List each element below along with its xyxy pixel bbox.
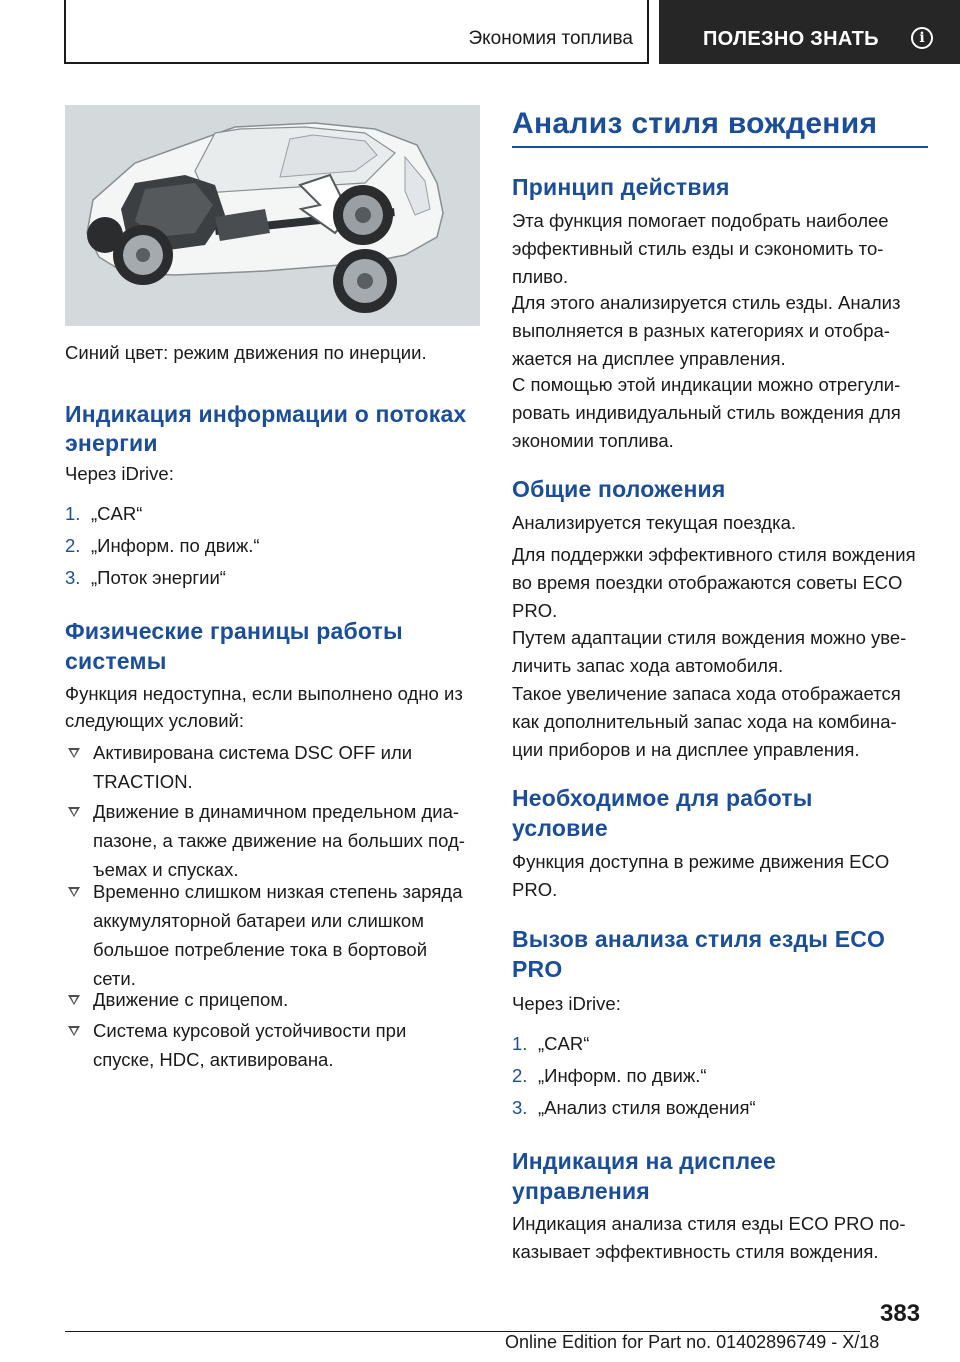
title-underline <box>512 146 928 148</box>
display-heading-line1: Индикация на дисплее <box>512 1148 776 1174</box>
call-analysis-heading-line2: PRO <box>512 956 563 982</box>
step-text: „CAR“ <box>91 503 143 524</box>
general-paragraph-2: Для поддержки эффективного стиля вождения во время поездки отображаются советы ECO PRO. <box>512 544 916 621</box>
limits-heading-line2: системы <box>65 648 167 674</box>
requirement-heading-line1: Необходимое для работы <box>512 785 813 811</box>
principle-heading: Принцип действия <box>512 174 730 200</box>
general-paragraph-4: Такое увеличение запаса хода отображается как дополнительный запас хода на комбина- ции приборов и на дисплее управления. <box>512 683 901 760</box>
step-text: „CAR“ <box>538 1033 590 1054</box>
triangle-bullet-icon <box>68 1026 80 1036</box>
car-drivetrain-illustration <box>65 105 480 326</box>
principle-paragraph-2: Для этого анализируется стиль езды. Анализ выполняется в разных категориях и отобра- жается на дисплее управления. <box>512 292 901 369</box>
limits-intro-line1: Функция недоступна, если выполнено одно из <box>65 683 463 704</box>
general-heading: Общие положения <box>512 476 726 502</box>
chapter-tab <box>64 0 649 64</box>
step-number: 1. <box>65 503 81 524</box>
bullet-text: Движение в динамичном предельном диа- пазоне, а также движение на больших под- ъемах и спусках. <box>93 801 465 880</box>
page-header <box>0 0 960 66</box>
bullet-text: Движение с прицепом. <box>93 989 289 1010</box>
call-via-idrive: Через iDrive: <box>512 993 621 1014</box>
bullet-text: Система курсовой устойчивости при спуске, HDC, активирована. <box>93 1020 407 1070</box>
car-illustration <box>65 105 480 326</box>
step-number: 2. <box>512 1065 528 1086</box>
section-tab <box>659 0 960 64</box>
triangle-bullet-icon <box>68 807 80 817</box>
requirement-paragraph: Функция доступна в режиме движения ECO PRO. <box>512 851 890 900</box>
limits-heading-line1: Физические границы работы <box>65 618 403 644</box>
triangle-bullet-icon <box>68 995 80 1005</box>
energy-flow-heading-line1: Индикация информации о потоках <box>65 401 467 427</box>
energy-flow-heading-line2: энергии <box>65 430 158 456</box>
step-text: „Информ. по движ.“ <box>91 535 260 556</box>
general-paragraph-3: Путем адаптации стиля вождения можно уве- личить запас хода автомобиля. <box>512 627 907 676</box>
step-number: 2. <box>65 535 81 556</box>
limits-intro-line2: следующих условий: <box>65 710 245 731</box>
step-text: „Анализ стиля вождения“ <box>538 1097 756 1118</box>
principle-paragraph-3: С помощью этой индикации можно отрегули- ровать индивидуальный стиль вождения для экономии топлива. <box>512 374 901 451</box>
step-text: „Информ. по движ.“ <box>538 1065 707 1086</box>
step-number: 3. <box>512 1097 528 1118</box>
info-icon: i <box>911 27 933 49</box>
step-number: 1. <box>512 1033 528 1054</box>
call-analysis-heading-line1: Вызов анализа стиля езды ECO <box>512 926 886 952</box>
image-caption: Синий цвет: режим движения по инерции. <box>65 342 427 363</box>
principle-paragraph-1: Эта функция помогает подобрать наиболее эффективный стиль езды и сэкономить то- пливо. <box>512 210 889 287</box>
main-title: Анализ стиля вождения <box>512 107 878 140</box>
triangle-bullet-icon <box>68 748 80 758</box>
requirement-heading-line2: условие <box>512 815 608 841</box>
triangle-bullet-icon <box>68 887 80 897</box>
step-text: „Поток энергии“ <box>91 567 226 588</box>
energy-via-idrive: Через iDrive: <box>65 463 174 484</box>
chapter-title: Экономия топлива <box>468 28 633 49</box>
bullet-text: Временно слишком низкая степень заряда аккумуляторной батареи или слишком большое потребление тока в бортовой сети. <box>93 881 463 989</box>
display-heading-line2: управления <box>512 1178 650 1204</box>
display-paragraph: Индикация анализа стиля езды ECO PRO по- казывает эффективность стиля вождения. <box>512 1213 906 1262</box>
section-title: ПОЛЕЗНО ЗНАТЬ <box>703 28 879 50</box>
bullet-text: Активирована система DSC OFF или TRACTION. <box>93 742 413 792</box>
edition-note: Online Edition for Part no. 01402896749 - X/18 <box>505 1332 880 1352</box>
step-number: 3. <box>65 567 81 588</box>
general-paragraph-1: Анализируется текущая поездка. <box>512 512 797 533</box>
page-number: 383 <box>880 1300 921 1327</box>
